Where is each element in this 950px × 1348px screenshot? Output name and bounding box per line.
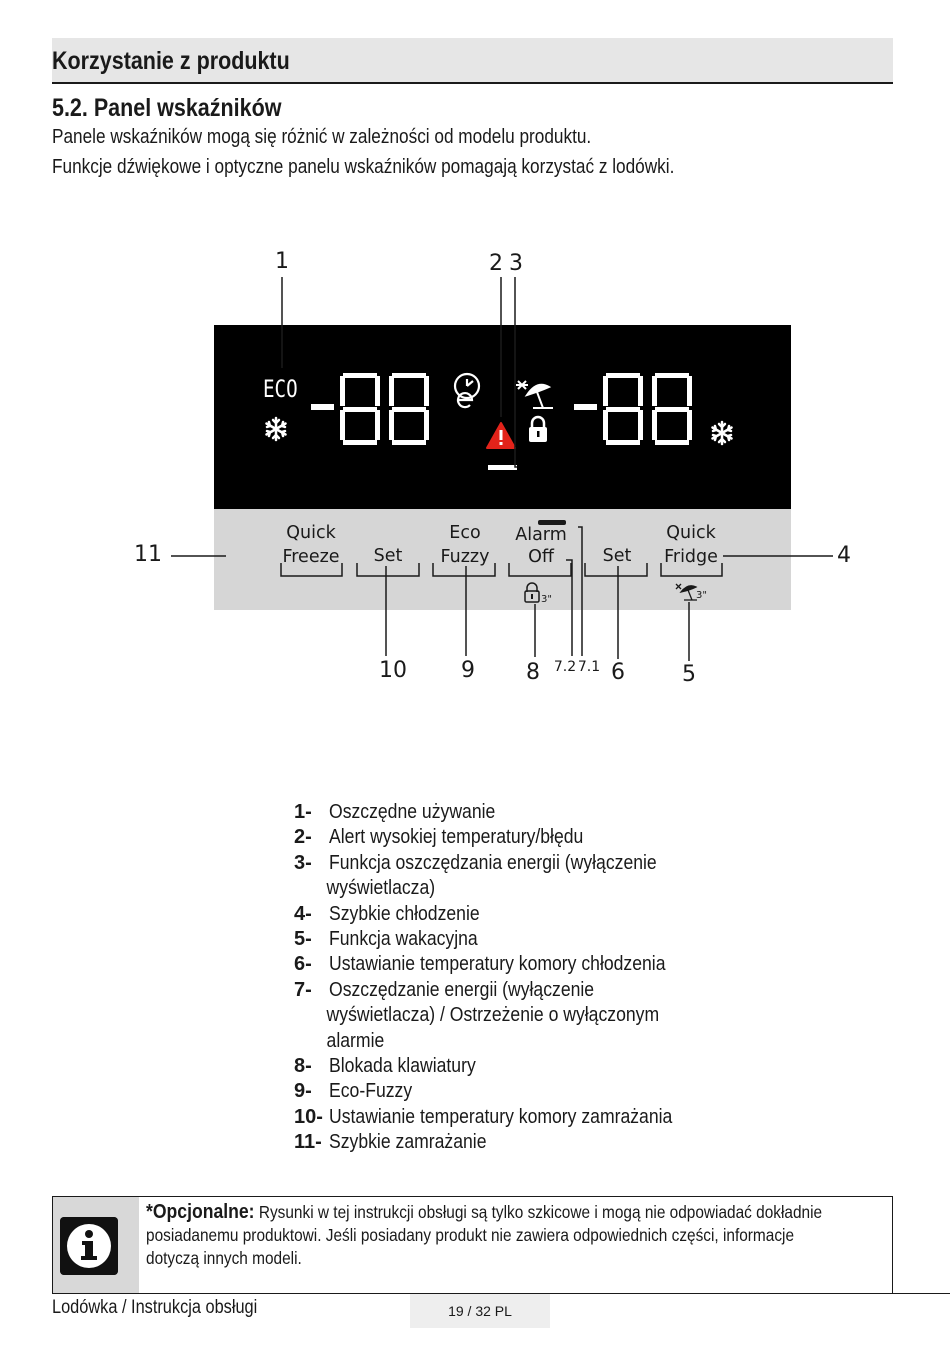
quick-fridge-label-1: Quick — [666, 523, 716, 543]
eco-fuzzy-label-2: Fuzzy — [440, 547, 490, 567]
list-item: 11- Szybkie zamrażanie — [294, 1131, 487, 1154]
list-item: 3- Funkcja oszczędzania energii (wyłączenie — [294, 851, 657, 874]
list-item: 2- Alert wysokiej temperatury/błędu — [294, 826, 584, 849]
set-freezer-label: Set — [373, 546, 403, 566]
alarm-off-indicator — [538, 520, 566, 525]
list-item: 6- Ustawianie temperatury komory chłodzenia — [294, 953, 666, 976]
list-item: 7- Oszczędzanie energii (wyłączenie — [294, 978, 595, 1001]
info-note-box — [52, 1196, 893, 1294]
callout-10: 10 — [379, 658, 407, 683]
callout-9: 9 — [461, 658, 475, 683]
callout-4: 4 — [837, 543, 851, 568]
callout-3: 3 — [509, 251, 523, 276]
info-body: Rysunki w tej instrukcji obsługi są tylko szkicowe i mogą nie odpowiadać dokładnie posiadanemu produktowi. Jeśli posiadany produkt nie zawiera odpowiednich części, informacje dotyczą innych modeli. — [146, 1202, 823, 1268]
footer-page-number: 19 / 32 PL — [410, 1294, 550, 1328]
list-item-continuation: alarmie — [326, 1029, 385, 1052]
quick-freeze-label-1: Quick — [286, 523, 336, 543]
list-item: 4- Szybkie chłodzenie — [294, 902, 480, 925]
header-title: Korzystanie z produktu — [52, 47, 290, 75]
info-icon — [60, 1217, 118, 1275]
list-item: 9- Eco-Fuzzy — [294, 1080, 413, 1103]
info-icon-cell — [53, 1197, 139, 1293]
svg-text:3": 3" — [541, 594, 552, 605]
display-panel — [214, 325, 791, 509]
list-item: 8- Blokada klawiatury — [294, 1055, 476, 1078]
callout-6: 6 — [611, 660, 625, 685]
quick-fridge-label-2: Fridge — [664, 547, 718, 567]
list-item-continuation: wyświetlacza) — [326, 877, 436, 900]
alarm-off-label-1: Alarm — [515, 525, 567, 545]
callout-7-1: 7.1 — [577, 659, 601, 675]
callout-5: 5 — [682, 662, 696, 687]
eco-label: ECO — [263, 376, 298, 404]
eco-fuzzy-label-1: Eco — [449, 523, 481, 543]
energy-saving-indicator — [488, 465, 517, 470]
callout-2: 2 — [489, 251, 503, 276]
callout-7-2: 7.2 — [553, 659, 577, 675]
info-text — [146, 1201, 850, 1270]
quick-freeze-label-2: Freeze — [282, 547, 340, 567]
callout-8: 8 — [526, 660, 540, 685]
legend-list — [294, 800, 719, 1156]
list-item-continuation: wyświetlacza) / Ostrzeżenie o wyłączonym — [326, 1004, 660, 1027]
list-item: 10- Ustawianie temperatury komory zamrażania — [294, 1105, 673, 1128]
list-item: 1- Oszczędne używanie — [294, 801, 496, 823]
footer-document-title: Lodówka / Instrukcja obsługi — [52, 1297, 258, 1318]
page-title: 5.2. Panel wskaźników — [52, 94, 282, 122]
set-fridge-label: Set — [602, 546, 632, 566]
svg-text:3": 3" — [696, 590, 707, 601]
info-label: *Opcjonalne: — [146, 1201, 255, 1223]
intro-line-1: Panele wskaźników mogą się różnić w zależności od modelu produktu. — [52, 126, 592, 148]
intro-line-2: Funkcje dźwiękowe i optyczne panelu wskaźników pomagają korzystać z lodówki. — [52, 156, 675, 178]
callout-1: 1 — [275, 249, 289, 274]
alarm-off-label-2: Off — [528, 547, 554, 567]
list-item: 5- Funkcja wakacyjna — [294, 928, 478, 951]
callout-11: 11 — [134, 542, 162, 567]
